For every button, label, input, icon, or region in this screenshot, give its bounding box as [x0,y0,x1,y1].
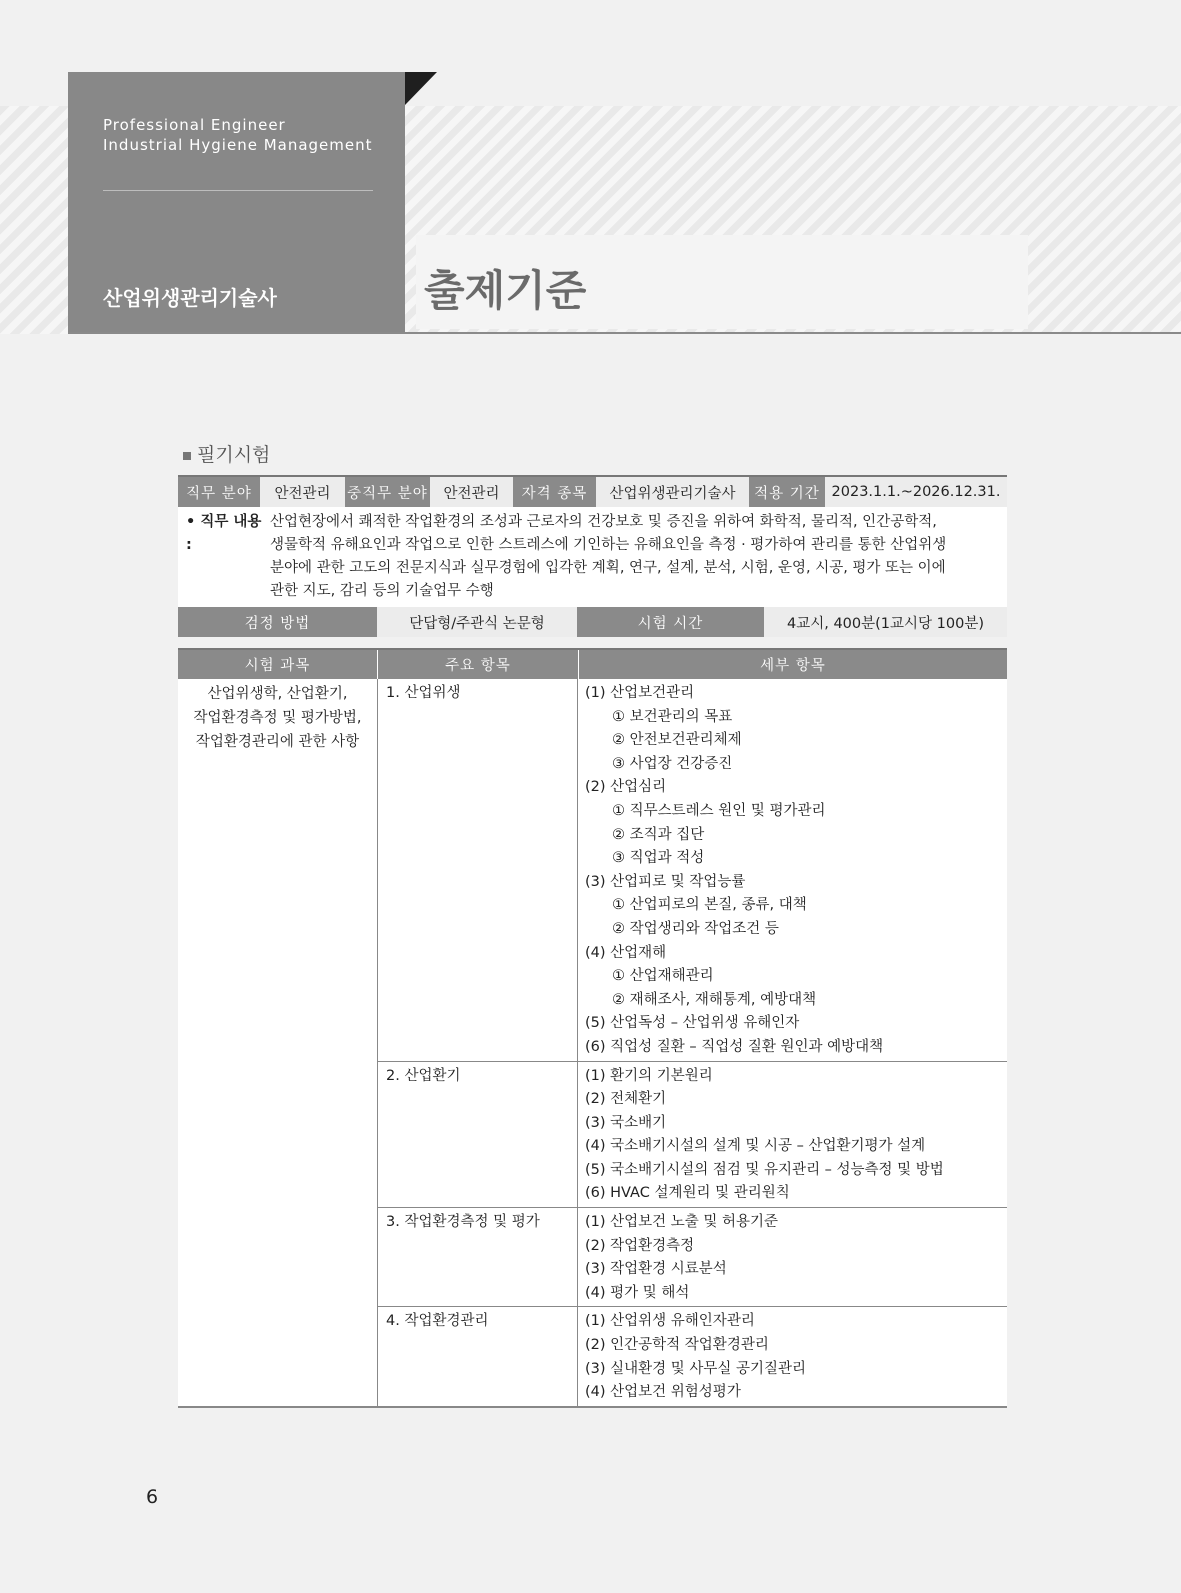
detail-item: (1) 환기의 기본원리 [585,1067,713,1084]
job-line: 관한 지도, 감리 등의 기술업무 수행 [270,583,494,599]
job-line: 산업현장에서 쾌적한 작업환경의 조성과 근로자의 건강보호 및 증진을 위하여 화학적, 물리적, 인간공학적, [270,514,937,530]
page-number: 6 [146,1486,159,1508]
header-panel-title: 산업위생관리기술사 [103,286,277,310]
info-row-exam [178,607,1007,637]
detail-item: ① 산업재해관리 [612,968,714,985]
detail-item: (5) 산업독성 – 산업위생 유해인자 [585,1015,800,1032]
detail-item: (5) 국소배기시설의 점검 및 유지관리 – 성능측정 및 방법 [585,1161,944,1178]
detail-item: (3) 실내환경 및 사무실 공기질관리 [585,1360,807,1377]
detail-items [578,1307,1007,1405]
detail-item: (3) 작업환경 시료분석 [585,1261,727,1278]
detail-items [578,679,1007,1061]
detail-item: ② 조직과 집단 [612,826,705,843]
job-line: 분야에 관한 고도의 전문지식과 실무경험에 입각한 계획, 연구, 설계, 분석, 시험, 운영, 시공, 평가 또는 이에 [270,560,946,576]
qualification-label: 자격 종목 [513,477,596,507]
info-table [178,475,1007,637]
detail-item: (3) 국소배기 [585,1114,667,1131]
detail-item: ① 산업피로의 본질, 종류, 대책 [612,897,807,914]
subject-line: 산업위생학, 산업환기, [207,686,348,702]
header-panel-divider [103,190,373,191]
header-subject: 시험 과목 [178,650,377,679]
square-bullet-icon [183,452,191,460]
field-label: 직무 분야 [178,477,260,507]
job-description-label: • 직무 내용 : [186,514,262,553]
detail-item: (2) 인간공학적 작업환경관리 [585,1337,769,1354]
section-heading-text: 필기시험 [197,444,271,466]
detail-item: (6) 직업성 질환 – 직업성 질환 원인과 예방대책 [585,1038,884,1055]
header-english-line-2: Industrial Hygiene Management [103,136,373,154]
header-english-line-1: Professional Engineer [103,116,286,134]
main-item: 4. 작업환경관리 [378,1307,578,1405]
detail-item: (2) 작업환경측정 [585,1237,695,1254]
detail-item: (4) 평가 및 해석 [585,1284,690,1301]
syllabus-body [178,679,1007,1406]
exam-subject [178,679,378,1406]
main-item: 3. 작업환경측정 및 평가 [378,1208,578,1306]
syllabus-groups [378,679,1007,1406]
detail-item: ③ 사업장 건강증진 [612,755,733,772]
detail-item: (4) 국소배기시설의 설계 및 시공 – 산업환기평가 설계 [585,1138,926,1155]
header-main-items: 주요 항목 [377,650,578,679]
job-description [178,507,1007,607]
subject-line: 작업환경측정 및 평가방법, [193,710,362,726]
syllabus-group-row [378,679,1007,1062]
detail-item: (6) HVAC 설계원리 및 관리원칙 [585,1185,790,1202]
header-fold-corner [405,72,437,105]
job-line: 생물학적 유해요인과 작업으로 인한 스트레스에 기인하는 유해요인을 측정 · 평가하여 관리를 통한 산업위생 [270,537,947,553]
syllabus-group-row [378,1307,1007,1405]
time-value: 4교시, 400분(1교시당 100분) [764,607,1007,637]
method-label: 검정 방법 [178,607,377,637]
page-title: 출제기준 [424,266,587,315]
detail-item: (4) 산업보건 위험성평가 [585,1384,741,1401]
subject-line: 작업환경관리에 관한 사항 [195,734,360,750]
detail-item: (4) 산업재해 [585,944,667,961]
detail-item: ② 재해조사, 재해통계, 예방대책 [612,991,817,1008]
detail-item: (1) 산업위생 유해인자관리 [585,1313,755,1330]
detail-item: ③ 직업과 적성 [612,850,705,867]
info-row-qualification [178,477,1007,507]
detail-item: (3) 산업피로 및 작업능률 [585,873,746,890]
method-value: 단답형/주관식 논문형 [377,607,577,637]
syllabus-group-row [378,1208,1007,1307]
detail-item: (2) 전체환기 [585,1091,667,1108]
period-value: 2023.1.1.~2026.12.31. [825,477,1007,507]
subfield-value: 안전관리 [430,477,513,507]
detail-item: ① 보건관리의 목표 [612,708,733,725]
period-label: 적용 기간 [749,477,825,507]
subfield-label: 중직무 분야 [345,477,430,507]
time-label: 시험 시간 [577,607,764,637]
detail-item: (1) 산업보건 노출 및 허용기준 [585,1214,779,1231]
field-value: 안전관리 [260,477,345,507]
job-description-text [270,511,1007,603]
detail-items [578,1062,1007,1208]
syllabus-table [178,648,1007,1408]
syllabus-header-row [178,650,1007,679]
main-item: 1. 산업위생 [378,679,578,1061]
header-detail-items: 세부 항목 [578,650,1007,679]
detail-item: (2) 산업심리 [585,779,667,796]
main-item: 2. 산업환기 [378,1062,578,1208]
syllabus-group-row [378,1062,1007,1209]
detail-items [578,1208,1007,1306]
header-rule [68,332,1181,334]
section-heading [183,440,270,467]
detail-item: ② 안전보건관리체제 [612,732,742,749]
detail-item: ① 직무스트레스 원인 및 평가관리 [612,802,826,819]
qualification-value: 산업위생관리기술사 [596,477,749,507]
detail-item: (1) 산업보건관리 [585,685,695,701]
detail-item: ② 작업생리와 작업조건 등 [612,920,779,937]
